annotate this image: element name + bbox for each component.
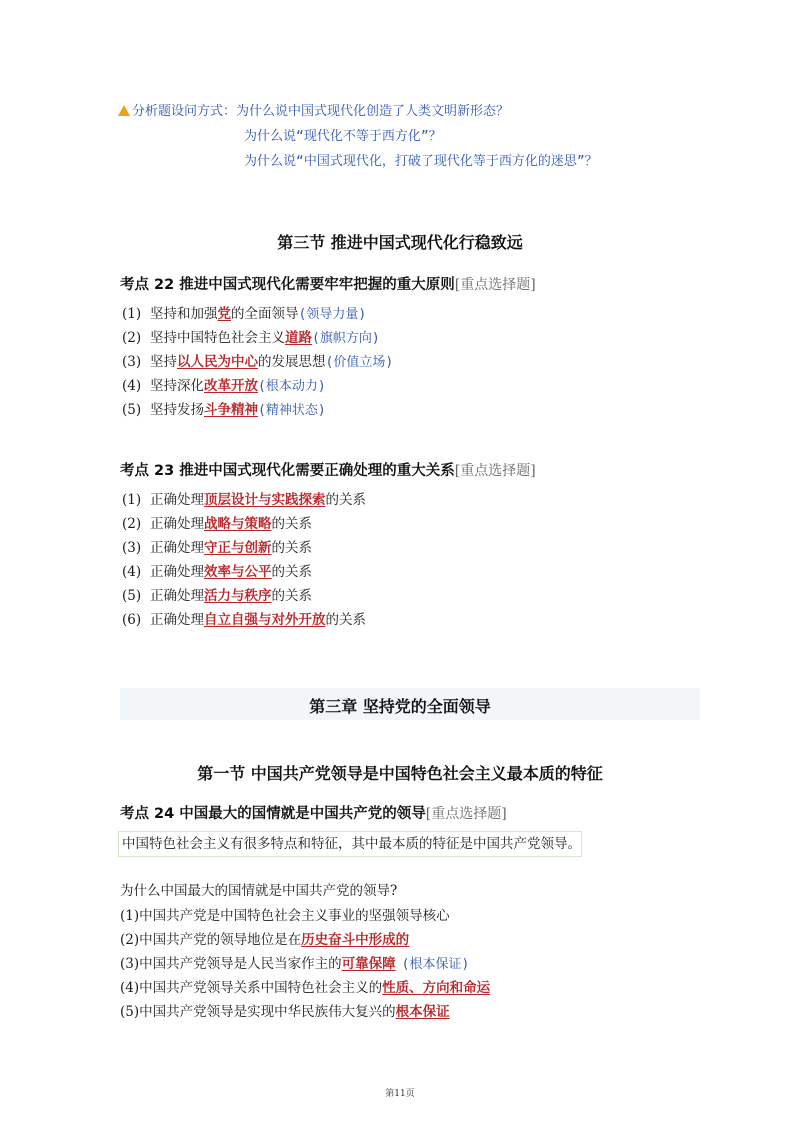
kp24-question: 为什么中国最大的国情就是中国共产党的领导? bbox=[120, 883, 398, 899]
list-item: (2)中国共产党的领导地位是在历史奋斗中形成的 bbox=[120, 932, 410, 948]
list-item: (2) 正确处理战略与策略的关系 bbox=[122, 516, 312, 532]
kp23-tag: [重点选择题] bbox=[454, 463, 536, 479]
list-item: (1)中国共产党是中国特色社会主义事业的坚强领导核心 bbox=[120, 908, 450, 924]
section-title: 第一节 中国共产党领导是中国特色社会主义最本质的特征 bbox=[197, 764, 603, 783]
analysis-prompt bbox=[118, 100, 509, 119]
kp24-title: 考点 24 中国最大的国情就是中国共产党的领导 bbox=[120, 806, 426, 822]
section-title: 第三节 推进中国式现代化行稳致远 bbox=[277, 233, 523, 252]
list-item: (4) 坚持深化改革开放(根本动力) bbox=[122, 378, 326, 394]
list-item: (5) 正确处理活力与秩序的关系 bbox=[122, 588, 312, 604]
analysis-label: 分析题设问方式： bbox=[132, 104, 237, 119]
analysis-question: 为什么说“现代化不等于西方化”？ bbox=[244, 129, 442, 144]
list-item: (1) 正确处理顶层设计与实践探索的关系 bbox=[122, 492, 366, 508]
list-item: (2) 坚持中国特色社会主义道路(旗帜方向) bbox=[122, 330, 380, 346]
list-item: (6) 正确处理自立自强与对外开放的关系 bbox=[122, 612, 366, 628]
kp24-heading bbox=[120, 802, 507, 823]
kp22-heading bbox=[120, 273, 536, 294]
kp24-statement: 中国特色社会主义有很多特点和特征，其中最本质的特征是中国共产党领导。 bbox=[122, 836, 581, 852]
list-item: (1) 坚持和加强党的全面领导(领导力量) bbox=[122, 306, 367, 322]
kp22-tag: [重点选择题] bbox=[454, 277, 536, 293]
page-number: 第11页 bbox=[385, 1089, 415, 1099]
list-item: (4)中国共产党领导关系中国特色社会主义的性质、方向和命运 bbox=[120, 980, 491, 996]
list-item: (4) 正确处理效率与公平的关系 bbox=[122, 564, 312, 580]
warning-icon bbox=[118, 105, 130, 116]
chapter-title: 第三章 坚持党的全面领导 bbox=[309, 697, 491, 716]
list-item: (3) 坚持以人民为中心的发展思想(价值立场) bbox=[122, 354, 394, 370]
analysis-question: 为什么说“中国式现代化，打破了现代化等于西方化的迷思”？ bbox=[244, 154, 598, 169]
list-item: (5)中国共产党领导是实现中华民族伟大复兴的根本保证 bbox=[120, 1004, 450, 1020]
list-item: (5) 坚持发扬斗争精神(精神状态) bbox=[122, 402, 326, 418]
list-item: (3) 正确处理守正与创新的关系 bbox=[122, 540, 312, 556]
analysis-question: 为什么说中国式现代化创造了人类文明新形态？ bbox=[236, 104, 510, 119]
kp23-heading bbox=[120, 459, 536, 480]
list-item: (3)中国共产党领导是人民当家作主的可靠保障 (根本保证) bbox=[120, 956, 470, 972]
kp24-tag: [重点选择题] bbox=[425, 806, 507, 822]
kp23-title: 考点 23 推进中国式现代化需要正确处理的重大关系 bbox=[120, 463, 455, 479]
kp22-title: 考点 22 推进中国式现代化需要牢牢把握的重大原则 bbox=[120, 277, 455, 293]
